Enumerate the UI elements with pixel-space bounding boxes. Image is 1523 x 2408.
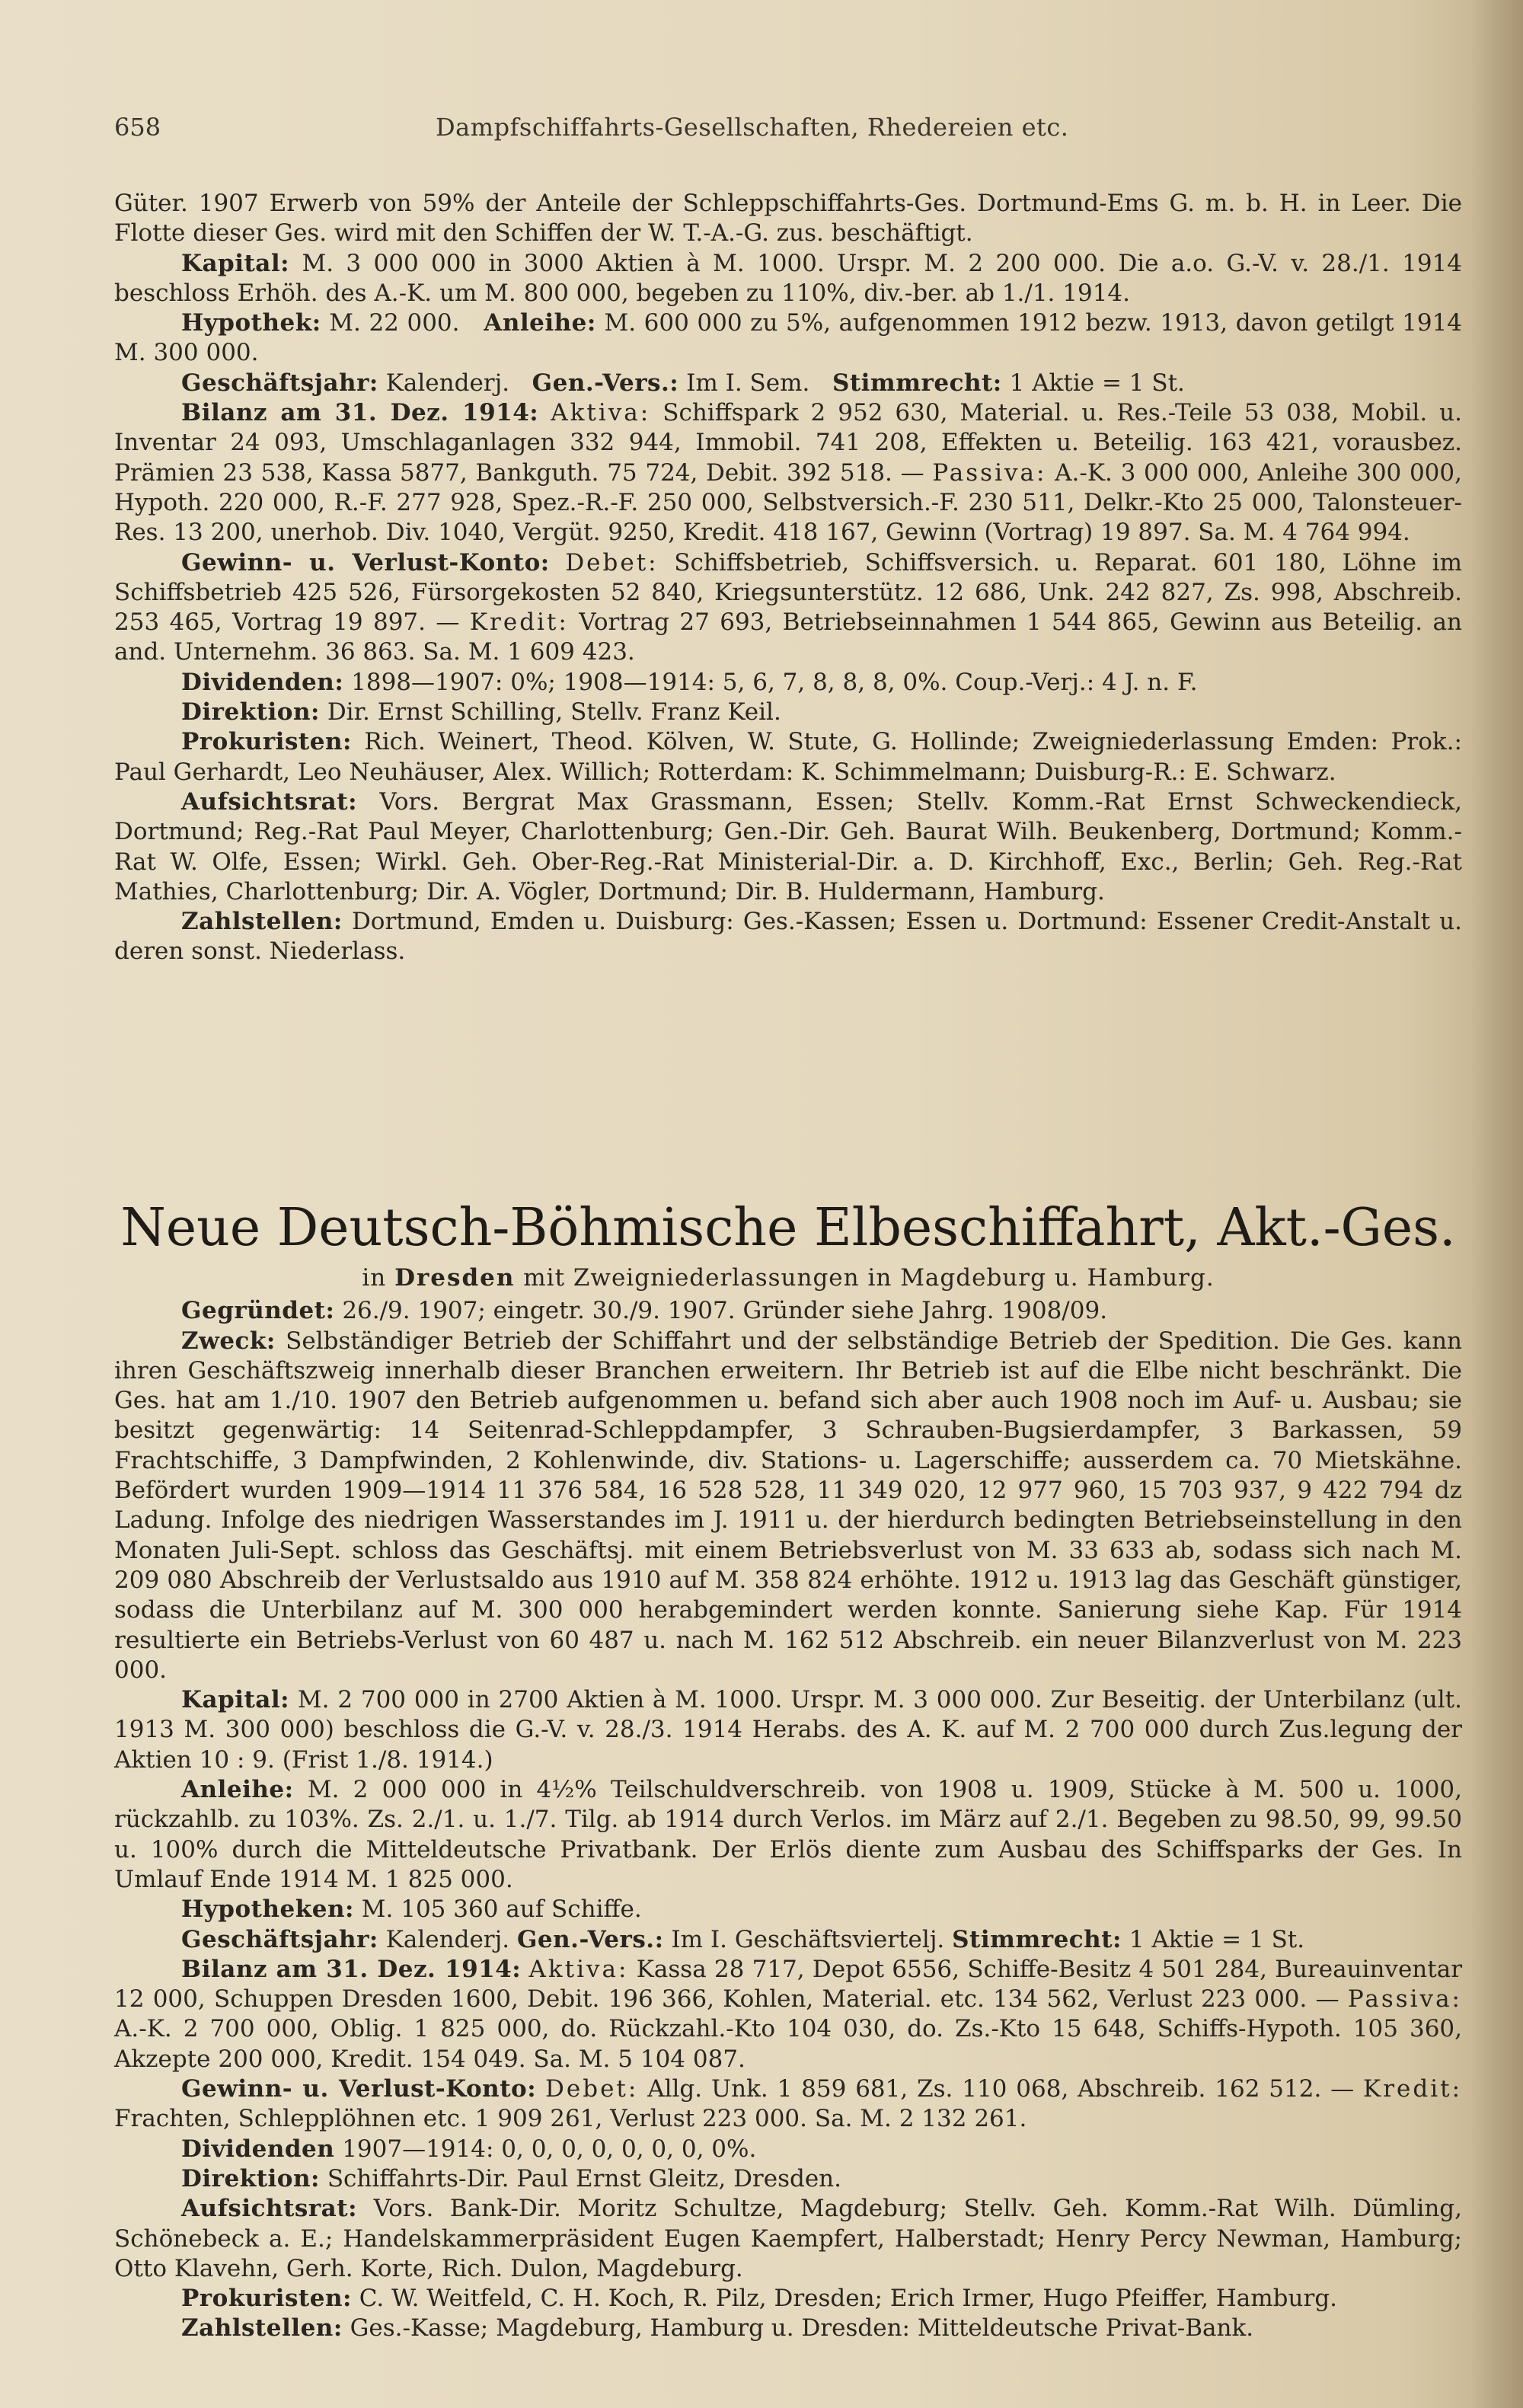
- entry2-zweck: Zweck: Selbständiger Betrieb der Schiffahrt und der selbständige Betrieb der Spedition. Die Ges. kann ihren Geschäftszweig innerhalb dieser Branchen erweitern. Ihr Betrieb ist auf die Elbe nicht beschränkt. Die Ges. hat am 1./10. 1907 den Betrieb aufgenommen u. befand sich aber auch 1908 noch im Auf- u. Ausbau; sie besitzt gegenwärtig: 14 Seitenrad-Schleppdampfer, 3 Schrauben-Bugsierdampfer, 3 Barkassen, 59 Frachtschiffe, 3 Dampfwinden, 2 Kohlenwinde, div. Stations- u. Lagerschiffe; ausserdem ca. 70 Mietskähne. Befördert wurden 1909—1914 11 376 584, 16 528 528, 11 349 020, 12 977 960, 15 703 937, 9 422 794 dz Ladung. Infolge des niedrigen Wasserstandes im J. 1911 u. der hierdurch bedingten Betriebseinstellung in den Monaten Juli-Sept. schloss das Geschäftsj. mit einem Betriebsverlust von M. 33 633 ab, sodass sich nach M. 209 080 Abschreib der Verlustsaldo aus 1910 auf M. 358 824 erhöhte. 1912 u. 1913 lag das Geschäft günstiger, sodass die Unterbilanz auf M. 300 000 herabgemindert werden konnte. Sanierung siehe Kap. Für 1914 resultierte ein Betriebs-Verlust von 60 487 u. nach M. 162 512 Abschreib. ein neuer Bilanzverlust von M. 223 000.: [114, 1327, 1462, 1684]
- entry1-bilanz: Bilanz am 31. Dez. 1914: Aktiva: Schiffspark 2 952 630, Material. u. Res.-Teile 53 038, Mobil. u. Inventar 24 093, Umschlaganlagen 332 944, Immobil. 741 208, Effekten u. Beteilig. 163 421, vorausbez. Prämien 23 538, Kassa 5877, Bankguth. 75 724, Debit. 392 518. — Passiva: A.-K. 3 000 000, Anleihe 300 000, Hypoth. 220 000, R.-F. 277 928, Spez.-R.-F. 250 000, Selbstversich.-F. 230 511, Delkr.-Kto 25 000, Talonsteuer-Res. 13 200, unerhob. Div. 1040, Vergüt. 9250, Kredit. 418 167, Gewinn (Vortrag) 19 897. Sa. M. 4 764 994.: [114, 399, 1463, 547]
- entry1-zahlstellen: Zahlstellen: Dortmund, Emden u. Duisburg: Ges.-Kassen; Essen u. Dortmund: Essener Credit-Anstalt u. deren sonst. Niederlass.: [114, 908, 1463, 966]
- page-number: 658: [114, 113, 161, 142]
- entry2-geschaeftsjahr: Geschäftsjahr: Kalenderj. Gen.-Vers.: Im I. Geschäftsviertelj. Stimmrecht: 1 Aktie = 1 St.: [181, 1925, 1305, 1953]
- entry2-prokuristen: Prokuristen: C. W. Weitfeld, C. H. Koch, R. Pilz, Dresden; Erich Irmer, Hugo Pfeiffer, Hamburg.: [181, 2285, 1338, 2313]
- entry2-bilanz: Bilanz am 31. Dez. 1914: Aktiva: Kassa 28 717, Depot 6556, Schiffe-Besitz 4 501 284, Bureauinventar 12 000, Schuppen Dresden 1600, Debit. 196 366, Kohlen, Material. etc. 134 562, Verlust 223 000. — Passiva: A.-K. 2 700 000, Oblig. 1 825 000, do. Rückzahl.-Kto 104 030, do. Zs.-Kto 15 648, Schiffs-Hypoth. 105 360, Akzepte 200 000, Kredit. 154 049. Sa. M. 5 104 087.: [114, 1955, 1463, 2073]
- entry1-hypothek-anleihe: Hypothek: M. 22 000. Anleihe: M. 600 000 zu 5%, aufgenommen 1912 bezw. 1913, davon getilgt 1914 M. 300 000.: [114, 309, 1463, 367]
- page-edge-shadow: [1470, 0, 1523, 2408]
- entry2-dividenden: Dividenden 1907—1914: 0, 0, 0, 0, 0, 0, 0, 0%.: [181, 2135, 757, 2163]
- entry2-zahlstellen: Zahlstellen: Ges.-Kasse; Magdeburg, Hamburg u. Dresden: Mitteldeutsche Privat-Bank.: [181, 2314, 1254, 2343]
- entry2-direktion: Direktion: Schiffahrts-Dir. Paul Ernst Gleitz, Dresden.: [181, 2164, 842, 2192]
- entry1-intro: Güter. 1907 Erwerb von 59% der Anteile der Schleppschiffahrts-Ges. Dortmund-Ems G. m. b. H. in Leer. Die Flotte dieser Ges. wird mit den Schiffen der W. T.-A.-G. zus. beschäftigt.: [114, 190, 1462, 248]
- entry1-prokuristen: Prokuristen: Rich. Weinert, Theod. Kölven, W. Stute, G. Hollinde; Zweigniederlassung Emden: Prok.: Paul Gerhardt, Leo Neuhäuser, Alex. Willich; Rotterdam: K. Schimmelmann; Duisburg-R.: E. Schwarz.: [114, 728, 1462, 786]
- entry2-hypotheken: Hypotheken: M. 105 360 auf Schiffe.: [181, 1895, 642, 1924]
- company-subtitle: in Dresden mit Zweigniederlassungen in Magdeburg u. Hamburg.: [362, 1264, 1215, 1292]
- entry2-gewinn-verlust: Gewinn- u. Verlust-Konto: Debet: Allg. Unk. 1 859 681, Zs. 110 068, Abschreib. 162 512. — Kredit: Frachten, Schlepplöhnen etc. 1 909 261, Verlust 223 000. Sa. M. 2 132 261.: [114, 2075, 1463, 2133]
- page-header: [114, 113, 1462, 152]
- company-entry: [114, 1198, 1462, 2344]
- company-title: Neue Deutsch-Böhmische Elbeschiffahrt, Akt.-Ges.: [120, 1198, 1456, 1258]
- entry1-kapital: Kapital: M. 3 000 000 in 3000 Aktien à M. 1000. Urspr. M. 2 200 000. Die a.o. G.-V. v. 28./1. 1914 beschloss Erhöh. des A.-K. um M. 800 000, begeben zu 110%, div.-ber. ab 1./1. 1914.: [114, 249, 1463, 307]
- entry1-geschaeftsjahr: Geschäftsjahr: Kalenderj. Gen.-Vers.: Im I. Sem. Stimmrecht: 1 Aktie = 1 St.: [181, 369, 1185, 397]
- entry2-gegruendet: Gegründet: 26./9. 1907; eingetr. 30./9. 1907. Gründer siehe Jahrg. 1908/09.: [181, 1297, 1108, 1325]
- entry2-kapital: Kapital: M. 2 700 000 in 2700 Aktien à M. 1000. Urspr. M. 3 000 000. Zur Beseitig. der Unterbilanz (ult. 1913 M. 300 000) beschloss die G.-V. v. 28./3. 1914 Herabs. des A. K. auf M. 2 700 000 durch Zus.legung der Aktien 10 : 9. (Frist 1./8. 1914.): [114, 1686, 1462, 1774]
- running-title: Dampfschiffahrts-Gesellschaften, Rhedereien etc.: [436, 113, 1069, 142]
- entry1-aufsichtsrat: Aufsichtsrat: Vors. Bergrat Max Grassmann, Essen; Stellv. Komm.-Rat Ernst Schweckendieck, Dortmund; Reg.-Rat Paul Meyer, Charlottenburg; Gen.-Dir. Geh. Baurat Wilh. Beukenberg, Dortmund; Komm.-Rat W. Olfe, Essen; Wirkl. Geh. Ober-Reg.-Rat Ministerial-Dir. a. D. Kirchhoff, Exc., Berlin; Geh. Reg.-Rat Mathies, Charlottenburg; Dir. A. Vögler, Dortmund; Dir. B. Huldermann, Hamburg.: [114, 787, 1462, 905]
- entry2-aufsichtsrat: Aufsichtsrat: Vors. Bank-Dir. Moritz Schultze, Magdeburg; Stellv. Geh. Komm.-Rat Wilh. Dümling, Schönebeck a. E.; Handelskammerpräsident Eugen Kaempfert, Halberstadt; Henry Percy Newman, Hamburg; Otto Klavehn, Gerh. Korte, Rich. Dulon, Magdeburg.: [114, 2195, 1462, 2282]
- entry1-gewinn-verlust: Gewinn- u. Verlust-Konto: Debet: Schiffsbetrieb, Schiffsversich. u. Reparat. 601 180, Löhne im Schiffsbetrieb 425 526, Fürsorgekosten 52 840, Kriegsunterstütz. 12 686, Unk. 242 827, Zs. 998, Abschreib. 253 465, Vortrag 19 897. — Kredit: Vortrag 27 693, Betriebseinnahmen 1 544 865, Gewinn aus Beteilig. an and. Unternehm. 36 863. Sa. M. 1 609 423.: [114, 548, 1463, 666]
- company-city: Dresden: [394, 1264, 516, 1292]
- entry2-anleihe: Anleihe: M. 2 000 000 in 4½% Teilschuldverschreib. von 1908 u. 1909, Stücke à M. 500 u. 1000, rückzahlb. zu 103%. Zs. 2./1. u. 1./7. Tilg. ab 1914 durch Verlos. im März auf 2./1. Begeben zu 98.50, 99, 99.50 u. 100% durch die Mitteldeutsche Privatbank. Der Erlös diente zum Ausbau des Schiffsparks der Ges. In Umlauf Ende 1914 M. 1 825 000.: [114, 1776, 1463, 1893]
- entry1-dividenden: Dividenden: 1898—1907: 0%; 1908—1914: 5, 6, 7, 8, 8, 8, 0%. Coup.-Verj.: 4 J. n. F.: [181, 668, 1198, 696]
- entry-continuation: [114, 189, 1462, 967]
- entry1-direktion: Direktion: Dir. Ernst Schilling, Stellv. Franz Keil.: [181, 698, 781, 727]
